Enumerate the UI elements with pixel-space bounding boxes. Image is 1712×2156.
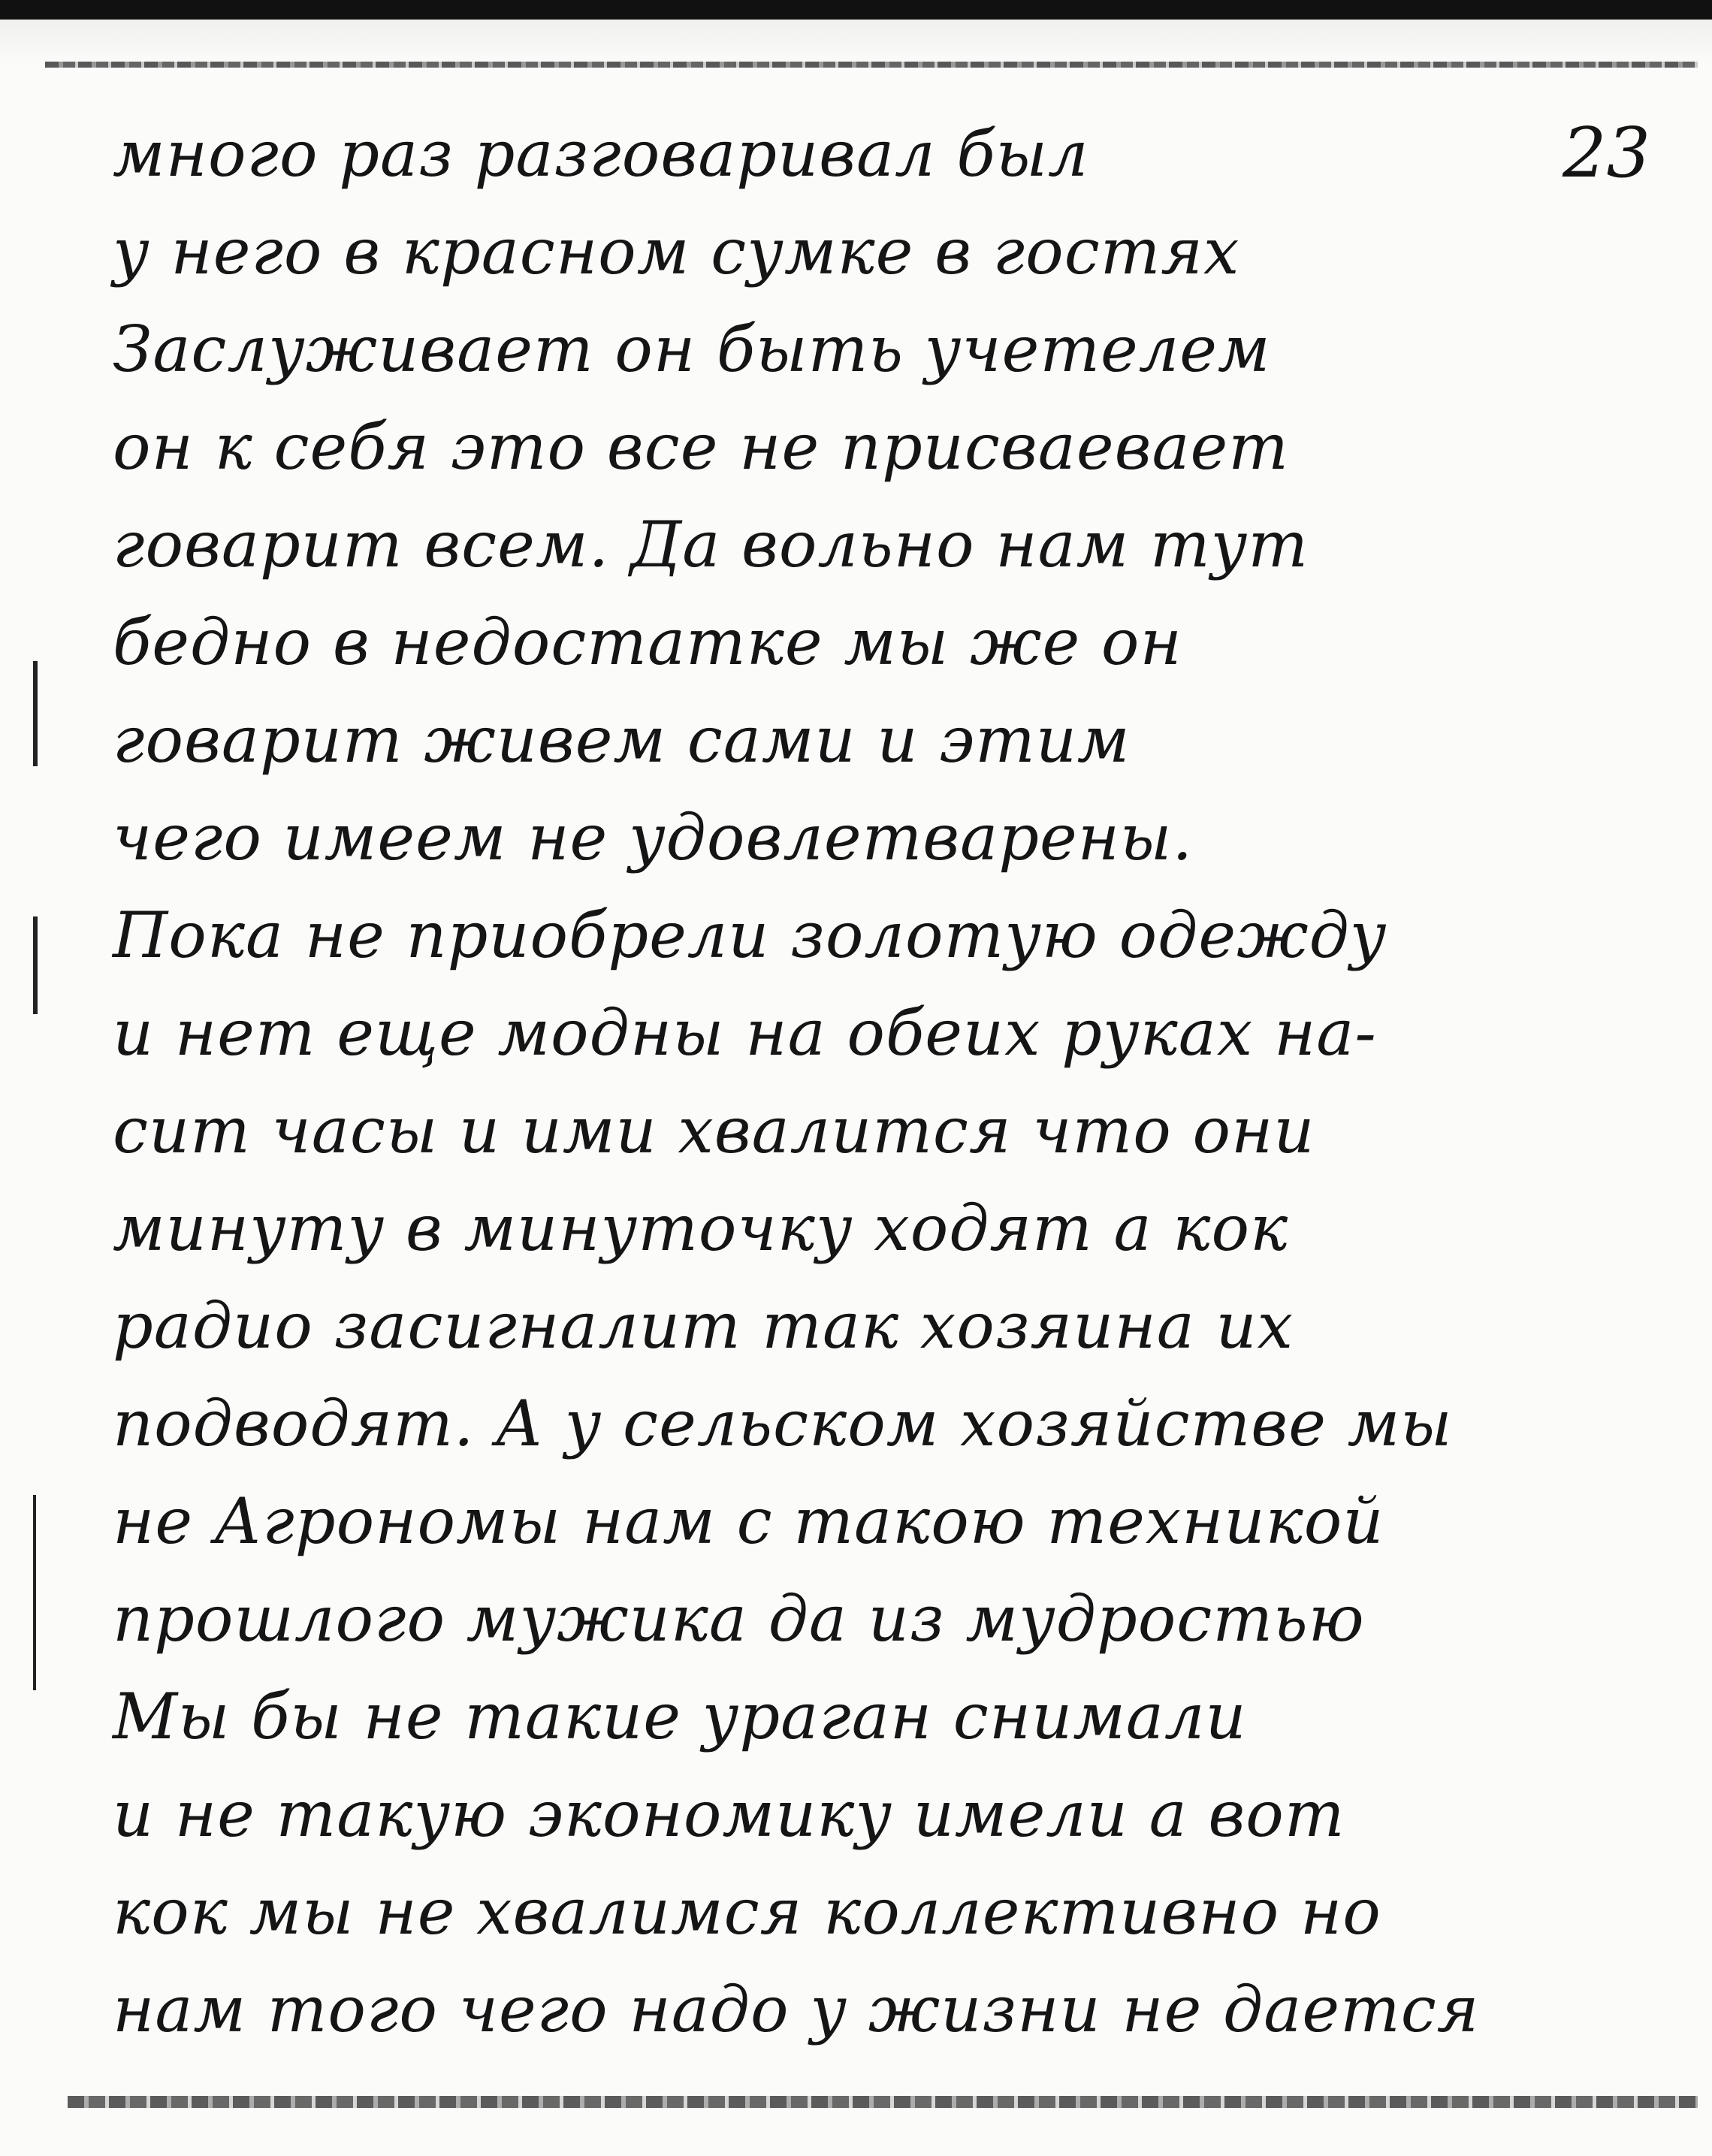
text-line: сит часы и ими хвалится что они [113, 1094, 1315, 1167]
left-margin-mark [33, 916, 38, 1014]
text-line: у него в красном сумке в гостях [113, 215, 1240, 288]
bottom-rule [68, 2096, 1698, 2108]
text-line: и нет еще модны на обеих руках на- [113, 996, 1377, 1070]
text-line: Мы бы не такие ураган снимали [113, 1680, 1247, 1753]
text-line: чего имеем не удовлетварены. [113, 801, 1194, 874]
text-line: и не такую экономику имели а вот [113, 1777, 1345, 1851]
page-number: 23 [1563, 113, 1651, 193]
text-line: радио засигналит так хозяина их [113, 1289, 1294, 1363]
text-line: много раз разговаривал был [113, 117, 1089, 191]
text-line: говарит всем. Да вольно нам тут [113, 508, 1309, 581]
text-line: кок мы не хвалимся коллективно но [113, 1875, 1381, 1949]
text-line: нам того чего надо у жизни не дается [113, 1973, 1480, 2046]
text-line: минуту в минуточку ходят а кок [113, 1191, 1289, 1265]
text-line: не Агрономы нам с такою техникой [113, 1484, 1384, 1558]
text-line: подводят. А у сельском хозяйстве мы [113, 1387, 1453, 1460]
left-margin-mark [33, 1495, 36, 1690]
text-line: Пока не приобрели золотую одежду [113, 898, 1387, 972]
text-line: говарит живем сами и этим [113, 703, 1131, 777]
text-line: бедно в недостатке мы же он [113, 605, 1182, 679]
left-margin-mark [33, 661, 38, 766]
top-rule [45, 62, 1698, 68]
handwritten-text [113, 105, 1645, 2058]
scan-top-edge [0, 0, 1712, 20]
text-line: он к себя это все не присваевает [113, 410, 1289, 484]
text-line: прошлого мужика да из мудростью [113, 1582, 1365, 1656]
text-line: Заслуживает он быть учетелем [113, 313, 1271, 386]
scan-top-band [0, 20, 1712, 63]
